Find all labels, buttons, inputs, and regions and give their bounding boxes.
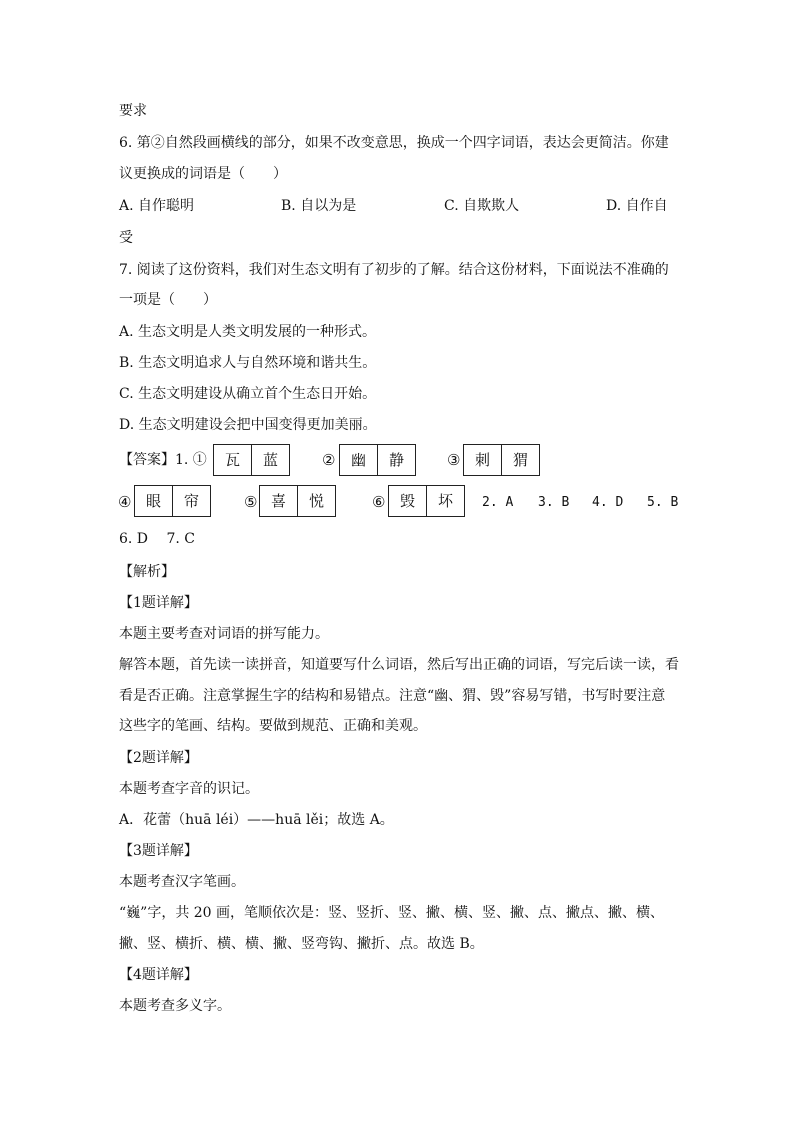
detail-2-heading: 【2题详解】: [119, 750, 198, 766]
answer-marker-5: ⑤: [244, 493, 258, 511]
q6-option-c: C. 自欺欺人: [444, 198, 520, 214]
answer-box-3: [463, 444, 540, 476]
detail-1-heading: 【1题详解】: [119, 595, 198, 611]
q7-option-c: C. 生态文明建设从确立首个生态日开始。: [119, 386, 377, 402]
q6-option-d: D. 自作自: [606, 198, 668, 214]
answer-marker-3: ③: [447, 451, 461, 469]
answer-char: 刺: [474, 451, 490, 469]
detail-1-text: 看是否正确。注意掌握生字的结构和易错点。注意“幽、猬、毁”容易写错，书写时要注意: [119, 688, 666, 704]
answer-char: 毁: [399, 492, 415, 510]
short-answer-3: 3. B: [538, 495, 570, 510]
answer-char: 瓦: [224, 451, 240, 469]
detail-1-text: 解答本题，首先读一读拼音，知道要写什么词语，然后写出正确的词语，写完后读一读，看: [119, 657, 679, 673]
detail-3-text: 撇、竖、横折、横、横、撇、竖弯钩、撇折、点。故选 B。: [119, 936, 484, 952]
answer-char: 帘: [172, 486, 210, 516]
short-answer-5: 5. B: [647, 495, 679, 510]
detail-4-heading: 【4题详解】: [119, 967, 198, 983]
text-line: 要求: [119, 103, 147, 119]
q6-option-b: B. 自以为是: [281, 198, 357, 214]
answer-char: 蓝: [251, 445, 289, 475]
detail-4-text: 本题考查多义字。: [119, 998, 231, 1014]
answer-box-6: [388, 485, 465, 517]
answer-char: 幽: [350, 451, 366, 469]
answer-char: 喜: [270, 492, 286, 510]
answer-char: 眼: [145, 492, 161, 510]
answer-char: 坏: [426, 486, 464, 516]
q6-option-a: A. 自作聪明: [119, 198, 195, 214]
question-7-stem-cont: 一项是（ ）: [119, 292, 217, 308]
short-answer-2: 2. A: [482, 495, 514, 510]
answer-box-4: [134, 485, 211, 517]
short-answer-4: 4. D: [592, 495, 624, 510]
answer-box-1: [213, 444, 290, 476]
detail-2-text: A．花蕾（huā léi）——huā lěi；故选 A。: [119, 812, 394, 828]
answer-marker-6: ⑥: [372, 493, 386, 511]
answer-box-5: [259, 485, 336, 517]
answer-char: 猬: [501, 445, 539, 475]
analysis-heading: 【解析】: [119, 564, 175, 580]
q6-option-d-wrap: 受: [119, 230, 133, 246]
answer-marker-4: ④: [118, 493, 132, 511]
detail-1-text: 这些字的笔画、结构。要做到规范、正确和美观。: [119, 718, 427, 734]
detail-3-text: 本题考查汉字笔画。: [119, 874, 245, 890]
detail-2-text: 本题考查字音的识记。: [119, 781, 259, 797]
question-6-stem-cont: 议更换成的词语是（ ）: [119, 166, 287, 182]
detail-1-text: 本题主要考查对词语的拼写能力。: [119, 626, 329, 642]
q7-option-a: A. 生态文明是人类文明发展的一种形式。: [119, 324, 377, 340]
detail-3-text: “巍”字，共 20 画，笔顺依次是：竖、竖折、竖、撇、横、竖、撇、点、撇点、撇、横、: [119, 905, 665, 921]
answer-line-2: 6. D 7. C: [119, 531, 196, 547]
answer-box-2: [339, 444, 416, 476]
question-6-stem: 6. 第②自然段画横线的部分，如果不改变意思，换成一个四字词语，表达会更简洁。你建: [119, 135, 669, 151]
question-7-stem: 7. 阅读了这份资料，我们对生态文明有了初步的了解。结合这份材料，下面说法不准确的: [119, 262, 669, 278]
detail-3-heading: 【3题详解】: [119, 843, 198, 859]
q7-option-d: D. 生态文明建设会把中国变得更加美丽。: [119, 417, 377, 433]
answer-char: 悦: [297, 486, 335, 516]
answer-char: 静: [377, 445, 415, 475]
answer-label: 【答案】1. ①: [119, 452, 207, 468]
q7-option-b: B. 生态文明追求人与自然环境和谐共生。: [119, 355, 377, 371]
answer-marker-2: ②: [322, 451, 336, 469]
